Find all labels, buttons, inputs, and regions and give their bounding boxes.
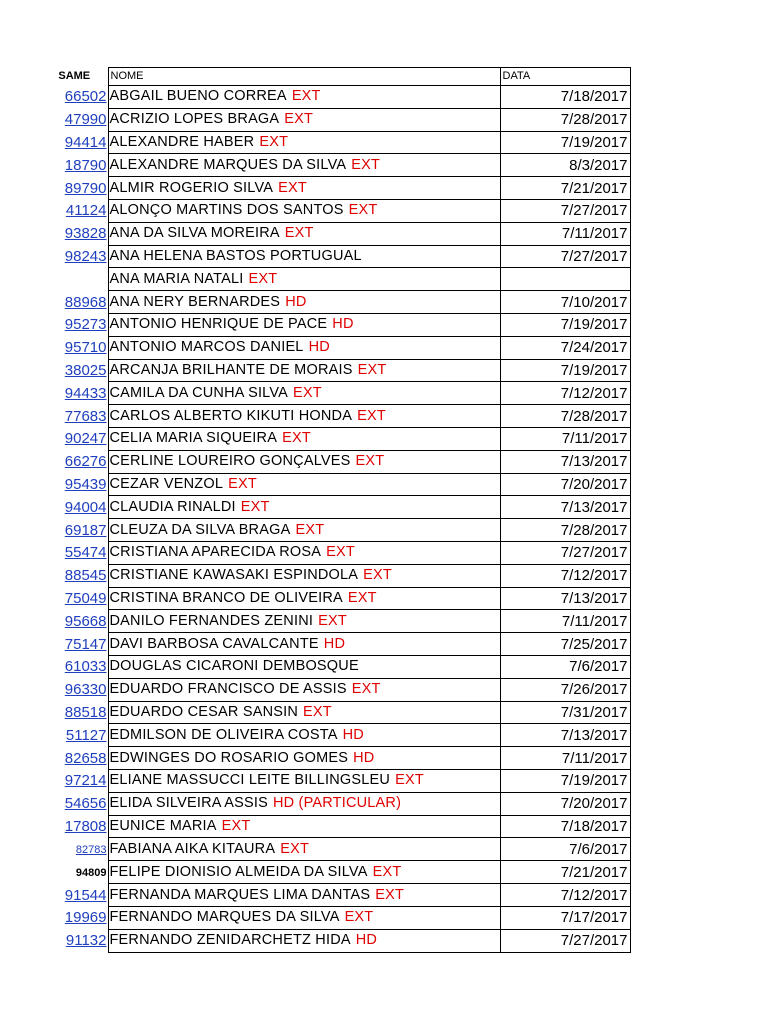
table-row	[47, 336, 630, 359]
same-cell	[47, 907, 108, 930]
status-tag: EXT	[357, 407, 386, 424]
table-row	[47, 177, 630, 200]
status-tag: EXT	[240, 498, 270, 515]
status-tag: EXT	[259, 133, 289, 150]
nome-cell	[108, 701, 500, 724]
patient-name: CRISTINA BRANCO DE OLIVEIRA	[109, 589, 343, 606]
date-cell: 7/6/2017	[500, 655, 630, 678]
same-link[interactable]: 98243	[64, 247, 107, 265]
date-cell: 7/20/2017	[500, 473, 630, 496]
status-tag: EXT	[344, 909, 374, 926]
same-cell	[47, 541, 108, 564]
nome-cell	[108, 131, 500, 154]
patient-name: DAVI BARBOSA CAVALCANTE	[109, 635, 319, 652]
date-cell: 7/12/2017	[500, 564, 630, 587]
same-link[interactable]: 89790	[64, 179, 107, 197]
table-row	[47, 291, 630, 314]
table-row	[47, 496, 630, 519]
status-tag: EXT	[295, 521, 325, 538]
table-row	[47, 131, 630, 154]
status-tag: EXT	[293, 384, 322, 401]
same-link[interactable]: 69187	[64, 521, 107, 539]
nome-cell	[108, 724, 500, 747]
same-link[interactable]: 75147	[64, 635, 107, 653]
patient-name: CAMILA DA CUNHA SILVA	[109, 384, 289, 401]
status-tag: EXT	[351, 156, 381, 173]
same-link[interactable]: 66502	[64, 88, 107, 106]
nome-cell	[108, 222, 500, 245]
table-row	[47, 86, 630, 109]
same-cell	[47, 701, 108, 724]
date-cell: 7/27/2017	[500, 245, 630, 268]
table-row	[47, 564, 630, 587]
patient-name: CLEUZA DA SILVA BRAGA	[109, 521, 291, 538]
table-row	[47, 222, 630, 245]
nome-cell	[108, 815, 500, 838]
table-row	[47, 907, 630, 930]
status-tag: EXT	[351, 681, 381, 698]
patient-name: FERNANDO MARQUES DA SILVA	[109, 909, 340, 926]
table-row	[47, 450, 630, 473]
same-cell	[47, 450, 108, 473]
nome-cell	[108, 291, 500, 314]
date-cell: 7/12/2017	[500, 382, 630, 405]
nome-cell	[108, 564, 500, 587]
date-cell: 7/21/2017	[500, 177, 630, 200]
same-cell	[47, 564, 108, 587]
status-tag: EXT	[395, 772, 424, 789]
same-cell	[47, 610, 108, 633]
table-row	[47, 747, 630, 770]
date-cell: 8/3/2017	[500, 154, 630, 177]
status-tag: EXT	[278, 179, 307, 196]
status-tag: EXT	[355, 453, 385, 470]
date-cell: 7/21/2017	[500, 861, 630, 884]
table-row	[47, 359, 630, 382]
date-cell: 7/31/2017	[500, 701, 630, 724]
same-cell	[47, 336, 108, 359]
table-row	[47, 427, 630, 450]
nome-cell	[108, 769, 500, 792]
status-tag: HD	[353, 749, 375, 766]
table-row	[47, 792, 630, 815]
nome-cell	[108, 610, 500, 633]
patient-table	[47, 67, 631, 953]
same-cell	[47, 587, 108, 610]
nome-cell	[108, 496, 500, 519]
same-cell	[47, 86, 108, 109]
patient-name: EUNICE MARIA	[109, 817, 217, 834]
same-cell	[47, 427, 108, 450]
patient-name: CERLINE LOUREIRO GONÇALVES	[109, 453, 351, 470]
status-tag: EXT	[348, 202, 378, 219]
nome-cell	[108, 427, 500, 450]
status-tag: EXT	[228, 475, 257, 492]
status-tag: EXT	[357, 361, 387, 378]
table-row	[47, 701, 630, 724]
patient-name: FELIPE DIONISIO ALMEIDA DA SILVA	[109, 863, 368, 880]
same-cell	[47, 769, 108, 792]
table-row	[47, 405, 630, 428]
same-cell	[47, 633, 108, 656]
same-link[interactable]: 94004	[64, 498, 107, 516]
date-cell: 7/19/2017	[500, 131, 630, 154]
patient-name: CELIA MARIA SIQUEIRA	[109, 430, 278, 447]
same-cell	[47, 838, 108, 861]
patient-name: ARCANJA BRILHANTE DE MORAIS	[109, 361, 353, 378]
nome-cell	[108, 313, 500, 336]
date-cell: 7/11/2017	[500, 222, 630, 245]
nome-cell	[108, 519, 500, 542]
same-link[interactable]: 93828	[64, 225, 107, 243]
table-body	[47, 86, 630, 953]
table-row	[47, 655, 630, 678]
same-link[interactable]: 91132	[65, 932, 107, 950]
same-link[interactable]: 88518	[64, 703, 107, 721]
same-cell	[47, 108, 108, 131]
same-number: 94809	[75, 866, 107, 879]
table-row	[47, 541, 630, 564]
patient-name: EDUARDO FRANCISCO DE ASSIS	[109, 681, 347, 698]
nome-cell	[108, 747, 500, 770]
same-link[interactable]: 82658	[64, 749, 107, 767]
status-tag: EXT	[347, 589, 377, 606]
nome-cell	[108, 587, 500, 610]
date-cell: 7/17/2017	[500, 907, 630, 930]
table-row	[47, 769, 630, 792]
status-tag: EXT	[284, 111, 314, 128]
date-cell: 7/24/2017	[500, 336, 630, 359]
status-tag: EXT	[282, 430, 311, 447]
same-link[interactable]: 95439	[64, 475, 107, 493]
nome-cell	[108, 838, 500, 861]
same-cell	[47, 131, 108, 154]
same-link[interactable]: 95668	[64, 612, 107, 630]
nome-cell	[108, 678, 500, 701]
nome-cell	[108, 907, 500, 930]
status-tag: EXT	[303, 703, 332, 720]
same-link[interactable]: 47990	[64, 111, 107, 129]
same-link[interactable]: 95273	[64, 316, 107, 334]
date-cell: 7/19/2017	[500, 313, 630, 336]
same-cell	[47, 177, 108, 200]
status-tag: HD	[355, 932, 378, 949]
table-row	[47, 678, 630, 701]
nome-cell	[108, 245, 500, 268]
same-link[interactable]: 82783	[75, 843, 107, 856]
date-cell: 7/19/2017	[500, 769, 630, 792]
nome-cell	[108, 473, 500, 496]
same-cell	[47, 291, 108, 314]
patient-name: CRISTIANA APARECIDA ROSA	[109, 544, 322, 561]
nome-cell	[108, 177, 500, 200]
same-cell	[47, 815, 108, 838]
status-tag: EXT	[318, 612, 347, 629]
same-cell	[47, 313, 108, 336]
table-row	[47, 154, 630, 177]
table-row	[47, 108, 630, 131]
patient-name: ALEXANDRE MARQUES DA SILVA	[109, 156, 347, 173]
patient-name: ELIANE MASSUCCI LEITE BILLINGSLEU	[109, 772, 391, 789]
same-cell	[47, 792, 108, 815]
nome-cell	[108, 450, 500, 473]
nome-cell	[108, 655, 500, 678]
nome-cell	[108, 792, 500, 815]
table-row	[47, 929, 630, 952]
spreadsheet	[47, 67, 631, 953]
nome-cell	[108, 336, 500, 359]
date-cell: 7/19/2017	[500, 359, 630, 382]
status-tag: HD	[332, 316, 354, 333]
date-cell: 7/27/2017	[500, 929, 630, 952]
date-cell: 7/28/2017	[500, 108, 630, 131]
header-row	[47, 68, 630, 86]
status-tag: EXT	[326, 544, 355, 561]
same-cell	[47, 154, 108, 177]
table-row	[47, 724, 630, 747]
same-link[interactable]: 77683	[64, 407, 107, 425]
same-link[interactable]: 38025	[64, 361, 107, 379]
patient-name: ANA HELENA BASTOS PORTUGUAL	[109, 247, 362, 264]
same-link[interactable]: 41124	[65, 202, 107, 220]
table-row	[47, 473, 630, 496]
nome-cell	[108, 929, 500, 952]
same-cell	[47, 496, 108, 519]
date-cell: 7/13/2017	[500, 587, 630, 610]
status-tag: EXT	[291, 88, 321, 105]
table-row	[47, 610, 630, 633]
patient-name: ANTONIO MARCOS DANIEL	[109, 339, 304, 356]
same-cell	[47, 268, 108, 291]
patient-name: ALEXANDRE HABER	[109, 133, 255, 150]
nome-cell	[108, 108, 500, 131]
patient-name: FERNANDO ZENIDARCHETZ HIDA	[109, 932, 351, 949]
patient-name: ACRIZIO LOPES BRAGA	[109, 111, 280, 128]
same-cell	[47, 747, 108, 770]
same-link[interactable]: 51127	[65, 726, 107, 744]
status-tag: HD	[308, 339, 330, 356]
nome-cell	[108, 199, 500, 222]
date-cell: 7/27/2017	[500, 541, 630, 564]
status-tag: HD	[323, 635, 346, 652]
same-link[interactable]: 94433	[64, 384, 107, 402]
same-link[interactable]: 55474	[64, 544, 107, 562]
patient-name: EDMILSON DE OLIVEIRA COSTA	[109, 726, 338, 743]
patient-name: ALONÇO MARTINS DOS SANTOS	[109, 202, 344, 219]
table-row	[47, 633, 630, 656]
date-cell: 7/10/2017	[500, 291, 630, 314]
patient-name: ANA MARIA NATALI	[109, 270, 244, 287]
nome-cell	[108, 268, 500, 291]
date-cell: 7/11/2017	[500, 427, 630, 450]
same-cell	[47, 199, 108, 222]
patient-name: CARLOS ALBERTO KIKUTI HONDA	[109, 407, 353, 424]
same-link[interactable]: 94414	[64, 133, 107, 151]
header-same: SAME	[58, 70, 91, 82]
nome-cell	[108, 633, 500, 656]
same-link[interactable]: 61033	[64, 658, 107, 676]
table-row	[47, 245, 630, 268]
status-tag: EXT	[248, 270, 278, 287]
date-cell: 7/25/2017	[500, 633, 630, 656]
table-row	[47, 313, 630, 336]
table-row	[47, 587, 630, 610]
date-cell: 7/26/2017	[500, 678, 630, 701]
table-row	[47, 815, 630, 838]
same-link[interactable]: 54656	[64, 795, 107, 813]
header-data: DATA	[500, 68, 630, 86]
patient-name: ANA NERY BERNARDES	[109, 293, 281, 310]
same-cell	[47, 382, 108, 405]
patient-name: CRISTIANE KAWASAKI ESPINDOLA	[109, 567, 359, 584]
patient-name: ABGAIL BUENO CORREA	[109, 88, 287, 105]
status-tag: EXT	[363, 567, 392, 584]
status-tag: EXT	[375, 886, 405, 903]
same-link[interactable]: 66276	[64, 453, 107, 471]
date-cell: 7/27/2017	[500, 199, 630, 222]
same-cell	[47, 245, 108, 268]
same-link[interactable]: 18790	[64, 156, 107, 174]
same-cell	[47, 655, 108, 678]
same-link[interactable]: 97214	[64, 772, 107, 790]
patient-name: DOUGLAS CICARONI DEMBOSQUE	[109, 658, 359, 675]
date-cell	[500, 268, 630, 291]
patient-name: DANILO FERNANDES ZENINI	[109, 612, 314, 629]
nome-cell	[108, 405, 500, 428]
nome-cell	[108, 154, 500, 177]
table-row	[47, 838, 630, 861]
same-link[interactable]: 88968	[64, 293, 107, 311]
same-cell	[47, 473, 108, 496]
patient-name: FERNANDA MARQUES LIMA DANTAS	[109, 886, 371, 903]
patient-name: EDWINGES DO ROSARIO GOMES	[109, 749, 349, 766]
same-link[interactable]: 19969	[64, 909, 107, 927]
nome-cell	[108, 382, 500, 405]
table-row	[47, 382, 630, 405]
status-tag: HD	[285, 293, 307, 310]
nome-cell	[108, 359, 500, 382]
same-cell	[47, 678, 108, 701]
date-cell: 7/18/2017	[500, 815, 630, 838]
nome-cell	[108, 541, 500, 564]
same-cell	[47, 929, 108, 952]
patient-name: EDUARDO CESAR SANSIN	[109, 703, 299, 720]
same-link[interactable]: 91544	[64, 886, 107, 904]
patient-name: ALMIR ROGERIO SILVA	[109, 179, 274, 196]
same-cell	[47, 519, 108, 542]
same-cell	[47, 884, 108, 907]
same-link[interactable]: 96330	[64, 681, 107, 699]
same-cell	[47, 405, 108, 428]
status-tag: HD (PARTICULAR)	[272, 795, 402, 812]
patient-name: ANTONIO HENRIQUE DE PACE	[109, 316, 328, 333]
nome-cell	[108, 884, 500, 907]
table-row	[47, 884, 630, 907]
same-cell	[47, 724, 108, 747]
same-cell	[47, 359, 108, 382]
status-tag: EXT	[280, 840, 310, 857]
patient-name: CLAUDIA RINALDI	[109, 498, 236, 515]
status-tag: EXT	[372, 863, 402, 880]
date-cell: 7/11/2017	[500, 747, 630, 770]
date-cell: 7/13/2017	[500, 724, 630, 747]
same-link[interactable]: 88545	[64, 567, 107, 585]
date-cell: 7/6/2017	[500, 838, 630, 861]
same-cell	[47, 861, 108, 884]
same-cell	[47, 222, 108, 245]
status-tag: EXT	[221, 817, 251, 834]
same-link[interactable]: 90247	[64, 430, 107, 448]
date-cell: 7/12/2017	[500, 884, 630, 907]
date-cell: 7/28/2017	[500, 519, 630, 542]
table-row	[47, 861, 630, 884]
status-tag: HD	[342, 726, 364, 743]
patient-name: CEZAR VENZOL	[109, 475, 224, 492]
table-row	[47, 519, 630, 542]
date-cell: 7/28/2017	[500, 405, 630, 428]
date-cell: 7/13/2017	[500, 450, 630, 473]
same-link[interactable]: 95710	[64, 339, 107, 357]
nome-cell	[108, 86, 500, 109]
date-cell: 7/18/2017	[500, 86, 630, 109]
header-nome: NOME	[108, 68, 500, 86]
table-row	[47, 268, 630, 291]
same-link[interactable]: 17808	[64, 817, 107, 835]
table-row	[47, 199, 630, 222]
patient-name: ELIDA SILVEIRA ASSIS	[109, 795, 268, 812]
date-cell: 7/11/2017	[500, 610, 630, 633]
status-tag: EXT	[284, 225, 314, 242]
date-cell: 7/13/2017	[500, 496, 630, 519]
patient-name: ANA DA SILVA MOREIRA	[109, 225, 280, 242]
nome-cell	[108, 861, 500, 884]
same-link[interactable]: 75049	[64, 589, 107, 607]
date-cell: 7/20/2017	[500, 792, 630, 815]
patient-name: FABIANA AIKA KITAURA	[109, 840, 276, 857]
